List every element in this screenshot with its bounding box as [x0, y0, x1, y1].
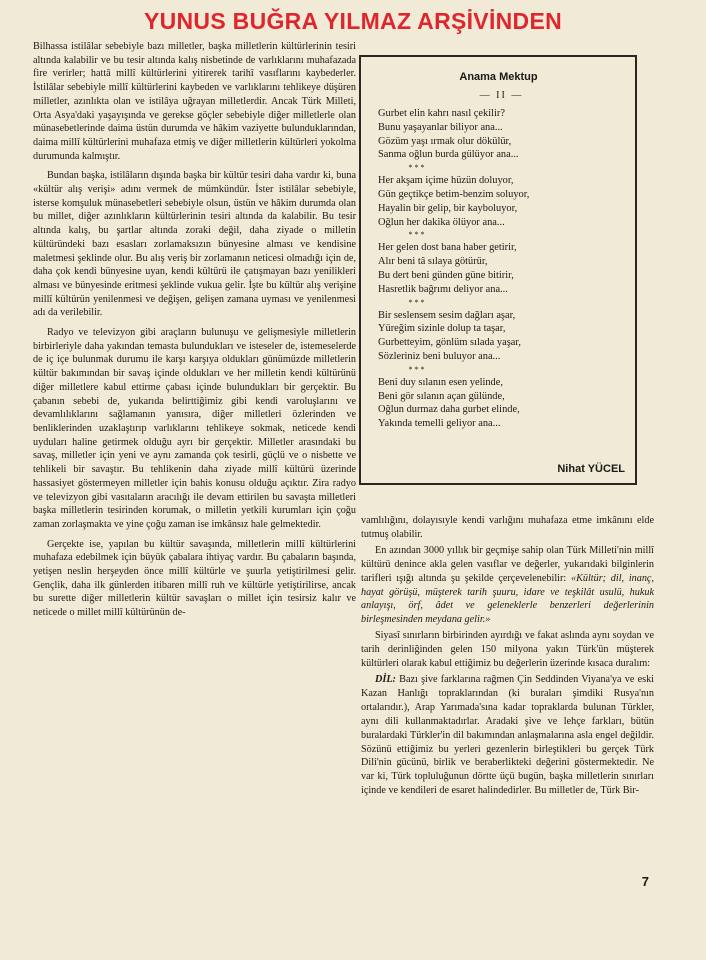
paragraph-text: Bazı şive farklarına rağmen Çin Seddinden Viyana'ya ve eski Kazan Hanlığı topraklarından (ki buraları şimdiki Rusya'nın ortalarıdır.), Arap Yarımada'sına kadar topraklarda bulunan Türkler, aynı dili kullanmaktadırlar. Aradaki şive ve lehçe farkları, bütün buralardaki Türkler'in dil bakımından anlaşmalarına asla engel değildir. Sözünü ettiğimiz bu yerleri gezenlerin birleştikleri bu gerçek Türk Dili'nin gücünü, birlik ve beraberlikteki değerini göstermektedir. Ne var ki, Türk topluluğunun dörtte üçü bugün, başka milletlerin sınırları içinde ve kendileri de esaret halindedirler. Bu milletler de, Türk Bir- [361, 673, 655, 797]
archive-header-title: YUNUS BUĞRA YILMAZ ARŞİVİNDEN [143, 8, 563, 34]
stanza-separator: * * * [408, 230, 425, 240]
poem-line: Hasretlik bağrımı deliyor ana... [378, 283, 508, 295]
poem-line: Bir seslensem sesim dağları aşar, [378, 309, 516, 321]
poem-line: Gurbet elin kahrı nasıl çekilir? [378, 108, 505, 119]
poem-stanza [378, 309, 625, 364]
poem-author: Nihat YÜCEL [557, 463, 625, 475]
poem-line: Sanma oğlun burda gülüyor ana... [378, 149, 519, 161]
poem-line: Sözleriniz beni buluyor ana... [378, 350, 501, 362]
poem-stanza [378, 107, 625, 162]
page-number: 7 [641, 874, 649, 889]
poem-line: Her gelen dost bana haber getirir, [378, 242, 517, 254]
poem-line: Gözüm yaşı ırmak olur dökülür, [378, 135, 512, 147]
poem-line: Oğlun her dakika ölüyor ana... [378, 216, 505, 228]
paragraph [361, 673, 654, 798]
culture-definition-quote: «Kültür; dil, inanç, hayat görüşü, müşterek tarih şuuru, idare ve teşkilât usulü, hukuk anlayışı, örf, âdet ve geleneklerle benzerleri değerlerinin birleşmesinden meydana gelir.» [361, 572, 654, 626]
poem-line: Yüreğim sizinle dolup ta taşar, [378, 323, 506, 335]
section-lead-dil: DİL: [375, 673, 396, 685]
poem-stanza [378, 174, 625, 229]
poem-line: Gün geçtikçe betim-benzim soluyor, [378, 188, 530, 200]
poem-box [359, 55, 637, 485]
paragraph: vamlılığını, dolayısıyle kendi varlığını muhafaza etme imkânını elde tutmuş olabilir. [361, 515, 654, 540]
poem-line: Bu dert beni günden güne bitirir, [378, 269, 514, 281]
stanza-separator: * * * [408, 163, 425, 173]
poem-line: Her akşam içime hüzün doluyor, [378, 175, 514, 187]
poem-line: Beni duy sılanın esen yelinde, [378, 376, 503, 388]
poem-line: Oğlun durmaz daha gurbet elinde, [378, 404, 520, 416]
stanza-separator: * * * [408, 297, 425, 307]
paragraph: Radyo ve televizyon gibi araçların bulunuşu ve gelişmesiyle milletlerin birbirleriyle daha yakından temasta bulundukları ve isteseler de, istemeselerde de iç içe bulunmak durumu ile karşı karşıya oldukları günümüzde milletlerin kültür bakımından bir savaş içinde oldukları ve her milletin kendi kültürünü diğer milletlere kabul ettirme çabası içinde bulundukları bir gerçektir. Bu çabanın sebebi de, yukarıda belirttiğimiz gibi kendi varoluşlarını ve devamlılıklarını sağlamanın yanısıra, diğer milletleri özlerinden ve benliklerinden uzaklaştırıp varlıklarını tehlikeye sokmak, neticede kendi uyduları haline getirmek olduğu ayrı bir gerçektir. Milletler arasındaki bu savaş, milletler için yeni ve aynı zamanda çok tesirli, güçlü ve o nisbette ve tehlikeli bir savaştır. Bu tehlikenin daha ziyade millî kültürü üzerinde hassasiyet göstermeyen milletler için bahis konusu olduğu açıktır. Zira radyo ve televizyon gibi vasıtaların aracılığı ile devam ettirilen bu savaşta milletleri başka milletlerin tesirinden korumak, o milletin yetkili kurumları için çoğu zaman zorlaşmakta ve yine çoğu zaman ise imkânsız hale gelmektedir. [33, 327, 356, 530]
poem-number: — II — [479, 90, 524, 101]
poem-line: Beni gör sılanın açan gülünde, [378, 390, 505, 402]
paragraph [361, 544, 654, 627]
article-left-column [33, 40, 356, 626]
poem-stanza [378, 376, 625, 431]
poem-stanza [378, 241, 625, 296]
poem-line: Alır beni tâ sılaya götürür, [378, 256, 488, 268]
poem-line: Hayalin bir gelip, bir kayboluyor, [378, 202, 518, 214]
paragraph: Bilhassa istilâlar sebebiyle bazı milletler, başka milletlerin kültürlerinin tesiri altında kalabilir ve bu tesir altında kalış nisbetinde de varlıklarını muhafazada fire verirler; hattâ millî kültürlerini yitirerek tarihî vasıflarını kaybederler. İstilâlar sebebiyle millî kültürlerini kaybeden ve varlıklarını tehlikeye düşüren milletler, azınlıkta olan ve istilâya uğrayan milletlerdir. Ancak Türk Milleti, Orta Asya'daki yaşayışında ve gerekse göçler sebebiyle diğer milletlerle olan münasebetlerinde daima üstün durumda ve hâkim vaziyette bulunduklarından, daima millî kültürlerini muhafaza etmiş ve diğer milletlerin kültürleri yokolma durumunda kalmıştır. [33, 41, 356, 162]
paragraph: Bundan başka, istilâların dışında başka bir kültür tesiri daha vardır ki, buna «kültür alış verişi» adını vermek de mümkündür. İster istilâlar sebebiyle, isterse komşuluk münasebetleri sebebiyle olsun, üstün ve hâkim durumda olan bu millet, diğer azınlıkların kültürlerinin tesiri altında da kalabilir. Bu tesir altında kalış, bu şartlar altında zoraki değil, daha ziyade o milletin kültüründeki bazı esasları zorlamaksızın bünyesine alması ve kendisine maletmesi şeklinde olur. Bu alış veriş bir zorlamanın neticesi olmadığı için de, daha çok kendi bünyesine uyan, kendi kültürü ile çatışmayan bazı yenilikleri alması ve bünyesinde eritmesi şeklinde vukua gelir. İşte bu kültür alış verişine millî kültürün yenilenmesi ve değişen, gelişen zamana uyması ve yenilenmesi adı da verilebilir. [33, 170, 356, 319]
poem-line: Yakında temelli geliyor ana... [378, 418, 501, 430]
stanza-separator: * * * [408, 364, 425, 374]
paragraph-text: En azından 3000 yıllık bir geçmişe sahip olan Türk Milleti'nin millî kültürü denince akla gelen vasıflar ve değerler, yukarıdaki bilginlerin tarifleri ışığı altında şu şekilde çerçevelenebilir: [361, 544, 654, 584]
poem-line: Bunu yaşayanlar biliyor ana... [378, 121, 503, 133]
article-right-column [361, 514, 654, 800]
poem-title: Anama Mektup [459, 71, 538, 83]
paragraph: Gerçekte ise, yapılan bu kültür savaşında, milletlerin millî kültürlerini muhafaza edebilmek için büyük çabalara ihtiyaç vardır. Bu çabaların başında, yetişen neslin herşeyden önce millî kültürle ve şuurla yetiştirilmesi gelir. Gençlik, daha ilk günlerden itibaren millî ruh ve kültürle yetiştirilirse, ancak bu surette diğer milletlerin kültür savaşları o millet için tesirsiz kalır ve neticede o millet millî kültürünün de- [33, 538, 356, 619]
paragraph: Siyasî sınırların birbirinden ayırdığı ve fakat aslında aynı soydan ve tarih derinliğinden gelen 150 milyona yakın Türk'ün müşterek kültürleri olarak kabul ettiğimiz bu değerlerin üzerinde kısaca duralım: [361, 630, 654, 670]
poem-line: Gurbetteyim, gönlüm sılada yaşar, [378, 337, 521, 349]
